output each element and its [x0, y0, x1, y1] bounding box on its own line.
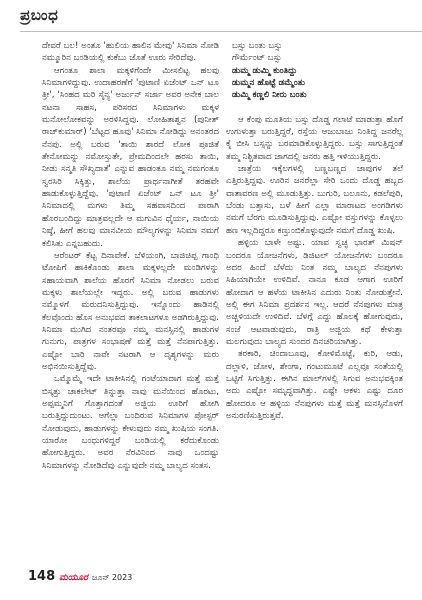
poem-line: ಬಸ್ಸು ಬಂತು ಬಸ್ಸು	[232, 41, 283, 51]
right-column	[226, 40, 403, 422]
header-divider	[20, 31, 422, 32]
magazine-name: ಮಯೂರ	[59, 573, 88, 583]
poem-line: ಡುಮ್ಮ ಡುಮ್ಮಿ ಕುಂತಿದ್ದು	[232, 65, 298, 76]
poem-line: ಡುಮ್ಮನ ಹೊಟ್ಟೆ ಡಮ್ಮೆಂತು	[232, 78, 305, 89]
paragraph: ಆರೆಂಟರ್ ಕೆಟ್ಟ ದಿನಾವೇಕೆ. ಬೆಳಿಯಂಗಿ, ಬಾಜಿಚಿಪ್ಪ ಗಾಂಧಿ ಟೋಪಿಗೆ ಹಾಕಿಕೊಂಡು ಶಾಲಾ ಮಕ್ಕಳಲ್ಲದೇ ಮಂಡಿಗಳನ್ನು ಸಹಾಯವಾಗಿ ಶಾಲೆಯ ಹೊರಗೆ ಸಿನಿಮಾ ನೋಡಲು ಬರುವ ಮಕ್ಕಳು ಶಾಲೆಯಲ್ಲೇ ಇದ್ದರು. ಅಲ್ಲಿ ಬರುವ ಹಾಡುಗಳು ನಮ್ಮೊಳಗೆ ಮರುದನಿಸುತ್ತಿದ್ದುವು. ಇನ್ನೊಂದು ಹಾಡಿನಲ್ಲಿ ಕೆಲವೊಂದು ಹೊಸ ಅನುಭವದ ತಾಕಲಾಟಗಳೂ ಅಡಗಿರುತ್ತಿದ್ದುವು. ಸಿನಿಮಾ ಮುಗಿದ ನಂತರವೂ ನಮ್ಮ ಮನಸ್ಸಿನಲ್ಲಿ ಹಾಡುಗಳ ಗುನುಗು, ಪಾತ್ರಗಳ ಸಂಭಾಷಣೆ ಮತ್ತೆ ಮತ್ತೆ ನೆನಪಾಗುತ್ತಿತ್ತು. ಎಷ್ಟೋ ಬಾರಿ ನಾವೇ ನಟರಾಗಿ ಆ ದೃಶ್ಯಗಳನ್ನು ಮರು ಅಭಿನಯಿಸುತ್ತಿದ್ದೆವು.	[42, 250, 219, 372]
paragraph: ಆಗಂತೂ ಶಾಲಾ ಮಕ್ಕಳಿಗೆಂದೇ ಮೀಸಲಿಟ್ಟ ಹಲವು ಸಿನಿಮಾಗಳಿದ್ದುವು. ಉದಾಹರಣೆಗೆ 'ಪುಟಾಣಿ ಏಜೆಂಟ್ ಒನ್ ಟೂ ತ್ರೀ', 'ಸಿಂಹದ ಮರಿ ಸೈನ್ಯ' ಅರ್ಜುನ್ ಸರ್ಜಾ ಅವರ ಅನೇಕ ಬಾಲ ನಟನಾ ಸಾಹಸ, ಪರಿಸರದ ಸಿನಿಮಾಗಳು ಮಕ್ಕಳ ಮನೋಲೋಕವನ್ನು ಅರಳಿಸಿದ್ದವು. ಲೋಹಿತಾಶ್ವನ (ಪುನೀತ್ ರಾಜ್‌ಕುಮಾರ್) 'ಬೆಟ್ಟದ ಹೂವು' ಸಿನಿಮಾ ನೋಡಿದ್ದು ಅನಂತರದ ನೆನಪು. ಅಲ್ಲಿ ಬರುವ 'ತಾಯಿ ಶಾರದೆ ಲೋಕ ಪೂಜಿತೆ ತೇನೋಮನ್ನು ನಮೋಸ್ತುತೇ, ಪ್ರೇಮದಿಂದಲೇ ಹರಸು ತಾಯಿ, ನೀಡು ಸನ್ಮತಿ ಸೌಖ್ಯದಾತೆ' ಎನ್ನುವ ಹಾಡಂತೂ ನಮ್ಮ ನಮಗಂತೂ ಸ್ವರಸಿರಿ ಸಿಕ್ಕಿತ್ತು, ಶಾಲೆಯ ಪ್ರಾರ್ಥನಾಗೀತೆ ತರಹವೇ ಹಾಡುಕೊಳ್ಳುತ್ತಿದ್ದೆವು. 'ಪುಟಾಣಿ ಏಜೆಂಟ್ ಒನ್ ಟೂ ತ್ರೀ' ಸಿನಿಮಾದಲ್ಲಿ ಮಗಳು ತಿಮ್ಮ ಸಹವಾಸದಿಂದ ಪಾರಾಗಿ ಹೊರಬಂದಿದ್ದು ಮಾತ್ರವಲ್ಲದೇ ಆ ಮಗುವಿನ ಧೈರ್ಯ, ನಾಯಿಯ ನಿಷ್ಠೆ, ಹೀಗೆ ಹಲವು ಮಾನವೀಯ ಮೌಲ್ಯಗಳನ್ನು ಸಿನಿಮಾ ನಮಗೆ ಕಲಿಸಿತು ಎನ್ನಬಹುದು.	[42, 65, 219, 249]
page-footer	[28, 569, 132, 585]
section-title: ಪ್ರಬಂಧ	[20, 6, 59, 24]
poem-line: ಡುಮ್ಮಿ ಕಣ್ಣಲಿ ನೀರು ಬಂತು	[232, 90, 307, 101]
paragraph: ಆ ಕೆಂಪು ಮೂತಿಯ ಬಸ್ಸು ದೊಡ್ಡ ಗಲಾಟೆ ಮಾಡುತ್ತಾ ಹೊಗೆ ಉಗುಳುತ್ತಾ ಬರುತ್ತಿದ್ದರೆ, ರಸ್ತೆಯ ಆಜುಬಾಜು ನಿಂತಿದ್ದ ಜನರೆಲ್ಲ ಕೈ ಬೀಸಿ ಬಸ್ಸನ್ನು ಬರಮಾಡಿಕೊಳ್ಳುತ್ತಿದ್ದರು. ಬಸ್ಸು ಸಾಗುತ್ತಿದ್ದಂತೆ ತಮ್ಮ ನಿಶ್ಚಿತವಾದ ಜಾಗದಲ್ಲಿ ಜನರು ಹತ್ತಿ ಇಳಿಯುತ್ತಿದ್ದರು.	[226, 114, 403, 162]
paragraph: ಹಳ್ಳಿಯ ಬಾಳೇ ಅಷ್ಟು. ಯಾವ ಸ್ವಚ್ಛ ಭಾರತ್ ಮಿಷನ್ ಬಂದರೂ ಯೋಜನೆಗಳು, ಡಿಜಿಟಲ್ ಯೋಜನೆಗಳು ಬಂದರೂ ಅದರ ಹಿಂದೆ ಬೆಳೆದು ನಿಂತ ನಮ್ಮ ಬಾಲ್ಯದ ನೆನಪುಗಳು ಸಿಹಿಯಾಗಿಯೇ ಉಳಿದಿವೆ. ನಾನೂ ಕೂಡ ಆಗಾಗ ಊರಿಗೆ ಹೋದಾಗ ಆ ಹಳೆಯ ಟಾಕೀಸಿನ ಎದುರು ನಿಂತು ನೋಡುತ್ತೇನೆ. ಅಲ್ಲಿ ಈಗ ಸಿನಿಮಾ ಪ್ರದರ್ಶನ ಇಲ್ಲ. ಆದರೆ ನೆನಪುಗಳು ಮಾತ್ರ ಅಚ್ಚಳಿಯದೇ ಉಳಿದಿವೆ. ಬೆಳಗ್ಗೆ ಎದ್ದು ಹೊಲಕ್ಕೆ ಹೋಗುವುದು, ಸಂಜೆ ಆಟವಾಡುವುದು, ರಾತ್ರಿ ಅಜ್ಜಿಯ ಕಥೆ ಕೇಳುತ್ತಾ ಮಲಗುವುದು ಬಾಲ್ಯದ ಸುಂದರ ದಿನಚರಿಯಾಗಿತ್ತು.	[226, 238, 403, 347]
page-number: 148	[28, 569, 56, 584]
paragraph: ದೇವರೆ ಬಲ! ಅಂತೂ 'ಹುಲಿಯ ಹಾಲಿನ ಮೇವು' ಸಿನಿಮಾ ನೋಡಿ ನಮ್ಮೂರಿನ ಬಂಡಿಯಲ್ಲಿ ಕುಕೆಬು ಜೊತೆ ಊರು ಸೇರಿದೆವು.	[42, 41, 219, 64]
poem-spacer	[226, 102, 403, 114]
poem-line: ಗೌರ್ಮೆಂಟ್ ಬಸ್ಸು	[232, 53, 282, 64]
page-header	[0, 0, 422, 40]
issue-date: ಜೂನ್ 2023	[91, 573, 133, 582]
paragraph: ಒಮ್ಮೊಮ್ಮೆ ಇದೇ ಟಾಕೀಸಿನಲ್ಲಿ ಗಂಟೆಯಾದಾಗ ಮತ್ತೆ ಮತ್ತೆ ಬಿಸ್ಕತ್ತು ಚಾಕಲೇಟ್ ತಿನ್ನುತ್ತಾ ನಾವು ಮನೆಯಿಂದ ಹೊರಟು, ಅಪ್ಪಮ್ಮನಿಗೆ ಗೊತ್ತಾಗದಂತೆ ಅಜ್ಜಿಯ ಊರಿಗೆ ಹೋಗಿ ಬರುತ್ತಿದ್ದುದುಂಟು. ಆಗೆಲ್ಲಾ ಬಂದಿರುವ ಸಿನಿಮಾಗಳ ಪೋಸ್ಟರ್ ನೋಡುವುದು, ಹಾಡುಗಳನ್ನು ಕೇಳುವುದು ನಮ್ಮ ಖುಷಿಯ ಸಂಗತಿ. ಯಾರೋ ಬಂಧುಗಳಿದ್ದರೆ ಬಂಡಿಯಲ್ಲಿ ಕರೆದುಕೊಂಡು ಹೋಗುತ್ತಿದ್ದರು. ಅವರ ನೆರವಿನಿಂದ ನಾವು ಒಂದಷ್ಟು ಸಿನಿಮಾಗಳನ್ನು ನೋಡಿದೆವು ಎನ್ನುವುದೇ ನಮ್ಮ ಬಾಲ್ಯದ ಸಂತಸ.	[42, 374, 219, 471]
left-column	[42, 40, 219, 472]
paragraph: ತರಕಾರಿ, ಚಿಂದಾಬೂವು, ಕೋಳಿಮೊಟ್ಟೆ, ಕುರಿ, ಆಡು, ದಲ್ಲಾಳಿ, ಜೋಳ, ಶೇಂಗಾ, ಗಂಟುಮೂಟೆ ಎಲ್ಲವೂ ಸಂತೆಯಲ್ಲಿ ಒಟ್ಟಿಗೆ ಸಿಗುತ್ತಿತ್ತು. ಈಗಿನ ಮಾಲ್‌ಗಳಲ್ಲಿ ಸಿಗುವ ಅನುಭವಕ್ಕಿಂತ ಅದು ಎಷ್ಟೋ ಸಮೃದ್ಧವಾಗಿತ್ತು. ಎಷ್ಟೇ ಆಕಳು ಎಷ್ಟು ದೂರ ಹೋದರೂ ಆ ಹಳ್ಳಿಯ ನೆನಪುಗಳು ಮತ್ತೆ ಮತ್ತೆ ಮನಸ್ಸಿನೊಳಗೆ ಅನುರಣಿಸುತ್ತಿರುತ್ತವೆ.	[226, 349, 403, 421]
paragraph: ಜಾತ್ರೆಯ ಇಕ್ಕೆಲಗಳಲ್ಲಿ ಬಣ್ಣಬಣ್ಣದ ಜಾಪುಗಳ ತಲೆ ಎತ್ತಿರುತ್ತಿದ್ದವು. ಊರಿನ ಜನರೆಲ್ಲಾ ಸೇರಿ ಒಂದು ದೊಡ್ಡ ಹಬ್ಬದ ವಾತಾವರಣ ಅಲ್ಲಿ ಮೂಡುತ್ತಿತ್ತು. ಬುಗುರಿ, ಬಲೂನು, ಕಡಲೆಪುರಿ, ಬೆಂಡು ಬತ್ತಾಸು, ಬಳೆ ಹೀಗೆ ಎಲ್ಲಾ ಮಾರಾಟದ ಅಂಗಡಿಗಳು ನಮಗೆ ಬೆರಗು ಮೂಡಿಸುತ್ತಿದ್ದುವು. ಎಷ್ಟೋ ವಸ್ತುಗಳನ್ನು ಕೊಳ್ಳಲು ಹಣ ಇಲ್ಲದಿದ್ದರೂ ಕಣ್ತುಂಬಿಕೊಳ್ಳುವುದೇ ನಮಗೆ ದೊಡ್ಡ ಖುಷಿ.	[226, 164, 403, 236]
poem-block	[232, 40, 403, 102]
